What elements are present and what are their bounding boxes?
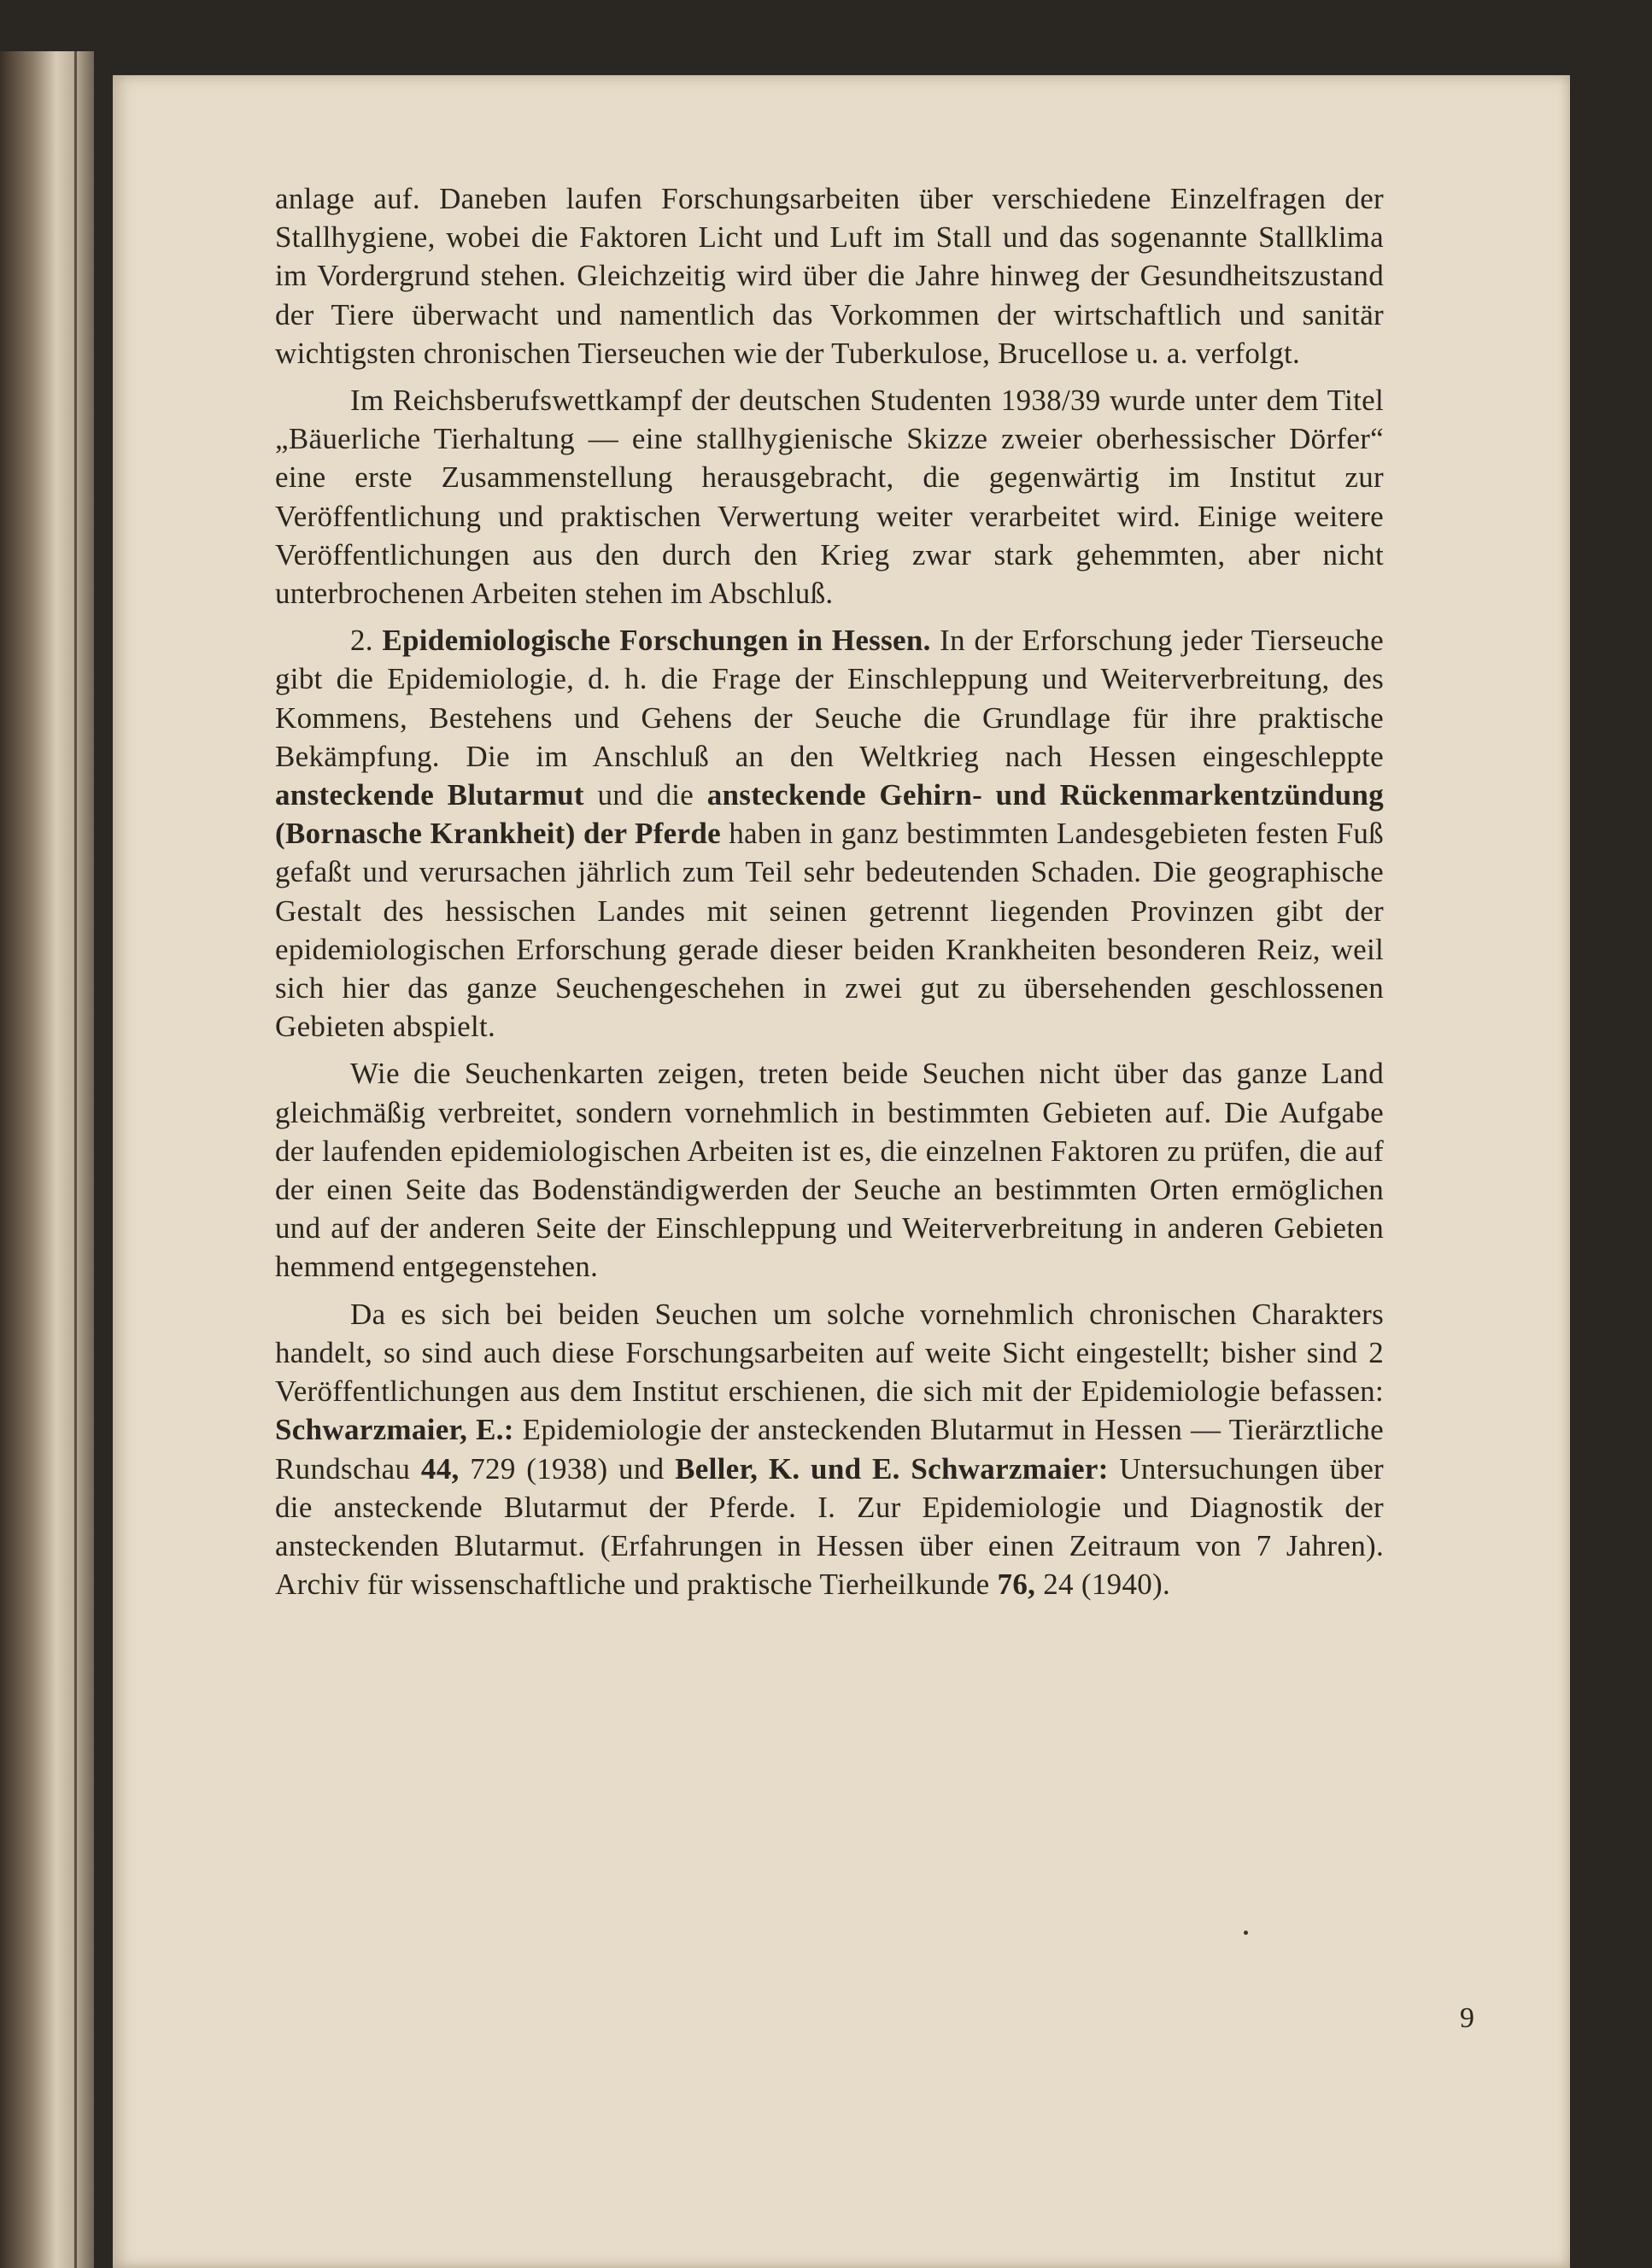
text-run: 2. [350,624,383,658]
text-run: anlage auf. Daneben laufen Forschungsarbeiten über verschiedene Einzelfragen der Stallhygiene, wobei die Faktoren Licht und Luft im Stall und das sogenannte Stallklima im Vordergrund stehen. Gleichzeitig wird über die Jahre hinweg der Gesundheitszustand der Tiere überwacht und namentlich das Vorkommen der wirtschaftlich und sanitär wichtigsten chronischen Tierseuchen wie der Tuberkulose, Brucellose u. a. verfolgt. [275,182,1384,370]
bold-text-run: 76, [997,1568,1036,1602]
text-run: In der Erforschung jeder Tierseuche gibt die Epidemiologie, d. h. die Frage der Einschleppung und Weiterverbreitung, des Kommens, Bestehens und Gehens der Seuche die Grundlage für ihre praktische Bekämpfung. Die im Anschluß an den Weltkrieg nach Hessen eingeschleppte [275,624,1384,773]
text-run: Da es sich bei beiden Seuchen um solche vornehmlich chronischen Charakters handelt, so sind auch diese Forschungsarbeiten auf weite Sicht eingestellt; bisher sind 2 Veröffentlichungen aus dem Institut erschienen, die sich mit der Epidemiologie befassen: [275,1297,1384,1409]
paragraph [275,621,1384,1046]
text-run: Im Reichsberufswettkampf der deutschen Studenten 1938/39 wurde unter dem Titel „Bäuerliche Tierhaltung — eine stallhygienische Skizze zweier oberhessischer Dörfer“ eine erste Zusammenstellung herausgebracht, die gegenwärtig im Institut zur Veröffentlichung und praktischen Verwertung weiter verarbeitet wird. Einige weitere Veröffentlichungen aus den durch den Krieg zwar stark gehemmten, aber nicht unterbrochenen Arbeiten stehen im Abschluß. [275,384,1384,611]
paper-speck [1244,1931,1248,1935]
text-run: Untersuchungen über die ansteckende Blutarmut der Pferde. I. Zur Epidemiologie und Diagnostik der ansteckenden Blutarmut. (Erfahrungen in Hessen über einen Zeitraum von 7 Jahren). Archiv für wissenschaftliche und praktische Tierheilkunde [275,1451,1384,1602]
previous-page-edge [0,51,94,2268]
bold-text-run: Epidemiologische Forschungen in Hessen. [382,624,931,658]
bold-text-run: Beller, K. und E. Schwarzmaier: [675,1451,1109,1486]
book-page [113,75,1570,2268]
paragraph [275,381,1384,612]
paragraph [275,1295,1384,1604]
paragraph [275,1054,1384,1286]
bold-text-run: 44, [420,1451,460,1486]
text-run: 24 (1940). [1035,1568,1171,1602]
page-number: 9 [1460,2002,1474,2034]
text-run: haben in ganz bestimmten Landesgebieten festen Fuß gefaßt und verursachen jährlich zum Teil sehr bedeutenden Schaden. Die geographische Gestalt des hessischen Landes mit seinen getrennt liegenden Provinzen gibt der epidemiologischen Erforschung gerade dieser beiden Krankheiten besonderen Reiz, weil sich hier das ganze Seuchengeschehen in zwei gut zu übersehenden geschlossenen Gebieten abspielt. [275,817,1384,1044]
text-run: Epidemiologie der ansteckenden Blutarmut in Hessen — Tierärztliche Rundschau [275,1413,1385,1486]
bold-text-run: Schwarzmaier, E.: [275,1413,514,1447]
text-run: Wie die Seuchenkarten zeigen, treten beide Seuchen nicht über das ganze Land gleichmäßig verbreitet, sondern vornehmlich in bestimmten Gebieten auf. Die Aufgabe der laufenden epidemiologischen Arbeiten ist es, die einzelnen Faktoren zu prüfen, die auf der einen Seite das Bodenständigwerden der Seuche an bestimmten Orten ermöglichen und auf der anderen Seite der Einschleppung und Weiterverbreitung in anderen Gebieten hemmend entgegenstehen. [275,1057,1384,1284]
bold-text-run: ansteckende Gehirn- und Rückenmarkentzündung (Bornasche Krankheit) der Pferde [275,778,1384,851]
text-run: und die [583,778,707,812]
book-gutter [74,51,77,2268]
body-text [275,179,1384,1612]
text-run: 729 (1938) und [459,1451,676,1486]
paragraph [275,179,1384,372]
bold-text-run: ansteckende Blutarmut [275,778,584,812]
